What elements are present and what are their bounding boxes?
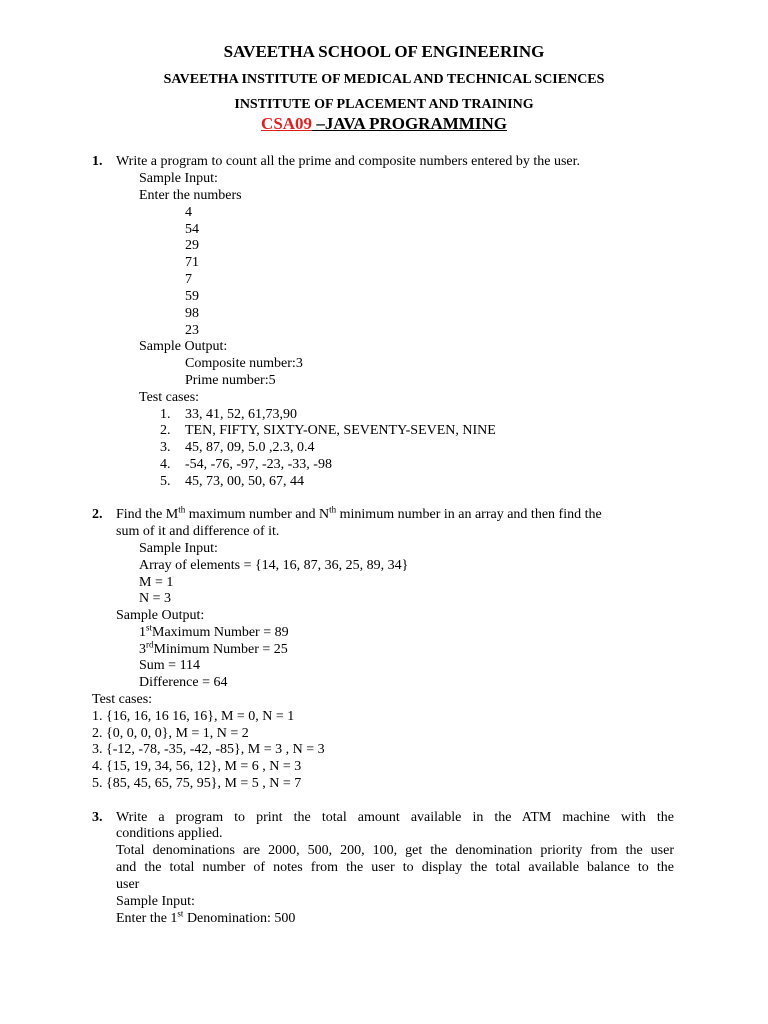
q1-test-case: 45, 73, 00, 50, 67, 44 [185, 474, 304, 489]
q3-enter-sup: st [177, 908, 184, 919]
q1-test-case-num: 4. [160, 457, 171, 472]
q1-number-item: 71 [185, 255, 199, 270]
course-name: –JAVA PROGRAMMING [312, 114, 507, 133]
q2-test-case: 3. {-12, -78, -35, -42, -85}, M = 3 , N = 3 [92, 742, 325, 757]
q1-test-case: 45, 87, 09, 5.0 ,2.3, 0.4 [185, 440, 315, 455]
q2-test-cases-label: Test cases: [92, 692, 153, 707]
q2-question-line1 [116, 506, 602, 523]
q1-sample-output-label: Sample Output: [139, 339, 228, 354]
q3-number: 3. [92, 810, 103, 825]
institute-title: SAVEETHA INSTITUTE OF MEDICAL AND TECHNICAL SCIENCES [163, 72, 605, 87]
q3-paragraph-line2: and the total number of notes from the user to display the total available balance to the [116, 860, 674, 875]
q1-output-line: Composite number:3 [185, 356, 303, 371]
q2-array-line: Array of elements = {14, 16, 87, 36, 25, 89, 34} [139, 558, 409, 573]
q3-paragraph-line1: Total denominations are 2000, 500, 200, 100, get the denomination priority from the user [116, 843, 674, 858]
q2-output-max [139, 624, 289, 641]
q2-q-part3: minimum number in an array and then find the [336, 507, 602, 522]
q2-out1-sup: st [146, 622, 153, 633]
q1-test-case-num: 2. [160, 423, 171, 438]
q2-out1-post: Maximum Number = 89 [152, 625, 289, 640]
q1-input-prompt: Enter the numbers [139, 188, 242, 203]
q2-test-case: 2. {0, 0, 0, 0}, M = 1, N = 2 [92, 726, 249, 741]
q1-number-item: 23 [185, 323, 199, 338]
q2-test-case: 4. {15, 19, 34, 56, 12}, M = 6 , N = 3 [92, 759, 302, 774]
course-title [0, 114, 768, 134]
q3-question-line2: conditions applied. [116, 826, 223, 841]
q2-q-sup1: th [178, 504, 186, 515]
q3-sample-input-label: Sample Input: [116, 894, 195, 909]
q2-question-line2: sum of it and difference of it. [116, 524, 280, 539]
q2-out2-pre: 3 [139, 642, 146, 657]
q1-test-case: TEN, FIFTY, SIXTY-ONE, SEVENTY-SEVEN, NINE [185, 423, 496, 438]
q1-number-item: 54 [185, 222, 199, 237]
q2-test-case: 5. {85, 45, 65, 75, 95}, M = 5 , N = 7 [92, 776, 302, 791]
q2-sample-input-label: Sample Input: [139, 541, 218, 556]
q1-number-item: 98 [185, 306, 199, 321]
q2-n-line: N = 3 [139, 591, 172, 606]
q2-m-line: M = 1 [139, 575, 174, 590]
q1-test-case: -54, -76, -97, -23, -33, -98 [185, 457, 332, 472]
q3-enter-pre: Enter the 1 [116, 911, 178, 926]
school-title: SAVEETHA SCHOOL OF ENGINEERING [223, 42, 545, 61]
q2-test-case: 1. {16, 16, 16 16, 16}, M = 0, N = 1 [92, 709, 295, 724]
q2-q-part2: maximum number and N [185, 507, 330, 522]
q1-sample-input-label: Sample Input: [139, 171, 218, 186]
q1-test-case-num: 5. [160, 474, 171, 489]
q1-test-case-num: 3. [160, 440, 171, 455]
q3-question-line1: Write a program to print the total amount available in the ATM machine with the [116, 810, 674, 825]
q2-sum-line: Sum = 114 [139, 658, 201, 673]
q1-question: Write a program to count all the prime and composite numbers entered by the user. [116, 154, 581, 169]
q2-q-part1: Find the M [116, 507, 179, 522]
q3-paragraph-line3: user [116, 877, 140, 892]
q2-out1-pre: 1 [139, 625, 146, 640]
q1-number-item: 7 [185, 272, 192, 287]
q2-out2-post: Minimum Number = 25 [153, 642, 288, 657]
q2-number: 2. [92, 507, 103, 522]
q1-test-case-num: 1. [160, 407, 171, 422]
q1-number-item: 4 [185, 205, 192, 220]
q2-output-min [139, 641, 288, 658]
q3-enter-post: Denomination: 500 [183, 911, 296, 926]
q1-output-line: Prime number:5 [185, 373, 276, 388]
q2-out2-sup: rd [146, 639, 154, 650]
q2-q-sup2: th [329, 504, 337, 515]
course-code: CSA09 [261, 114, 313, 133]
q1-number-item: 59 [185, 289, 199, 304]
q1-test-cases-label: Test cases: [139, 390, 200, 405]
department-title [0, 97, 768, 113]
department-name: INSTITUTE OF PLACEMENT AND TRAINING [234, 97, 534, 112]
q1-number-item: 29 [185, 238, 199, 253]
q2-diff-line: Difference = 64 [139, 675, 228, 690]
q2-sample-output-label: Sample Output: [116, 608, 205, 623]
q3-enter-denomination [116, 910, 295, 927]
q1-test-case: 33, 41, 52, 61,73,90 [185, 407, 297, 422]
q1-number: 1. [92, 154, 103, 169]
